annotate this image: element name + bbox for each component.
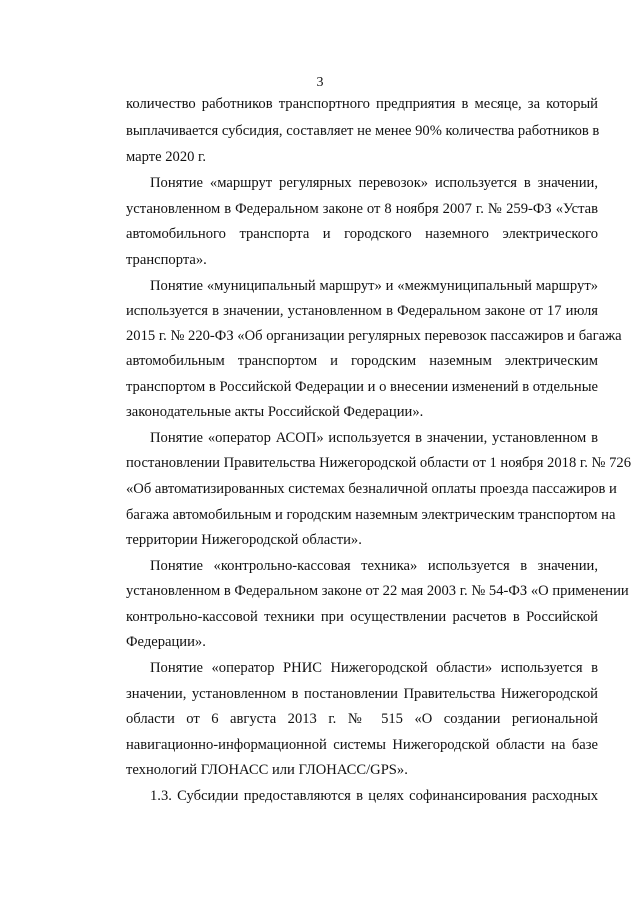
- text-line: выплачивается субсидия, составляет не менее 90% количества работников в: [126, 123, 600, 139]
- text-line: постановлении Правительства Нижегородской области от 1 ноября 2018 г. № 726: [126, 455, 631, 471]
- text-line: технологий ГЛОНАСС или ГЛОНАСС/GPS».: [126, 762, 408, 778]
- paragraph-first-line: Понятие «контрольно-кассовая техника» используется в значении,: [150, 558, 598, 574]
- text-line: багажа автомобильным и городским наземным электрическим транспортом на: [126, 507, 616, 523]
- paragraph-first-line: Понятие «оператор РНИС Нижегородской области» используется в: [150, 660, 598, 676]
- text-line: транспортом в Российской Федерации и о внесении изменений в отдельные: [126, 379, 598, 395]
- text-line: Федерации».: [126, 634, 206, 650]
- text-line: автомобильным транспортом и городским наземным электрическим: [126, 353, 598, 369]
- text-line: марте 2020 г.: [126, 149, 207, 165]
- paragraph-first-line: Понятие «муниципальный маршрут» и «межмуниципальный маршрут»: [150, 278, 598, 294]
- text-line: используется в значении, установленном в Федеральном законе от 17 июля: [126, 303, 598, 319]
- text-line: области от 6 августа 2013 г. № 515 «О создании региональной: [126, 711, 598, 727]
- paragraph-first-line: 1.3. Субсидии предоставляются в целях софинансирования расходных: [150, 788, 598, 804]
- page-number: 3: [316, 75, 324, 90]
- text-line: количество работников транспортного предприятия в месяце, за который: [126, 96, 598, 112]
- text-line: транспорта».: [126, 252, 207, 268]
- text-line: законодательные акты Российской Федерации».: [126, 404, 424, 420]
- text-line: 2015 г. № 220-ФЗ «Об организации регулярных перевозок пассажиров и багажа: [126, 328, 622, 344]
- text-line: территории Нижегородской области».: [126, 532, 362, 548]
- text-line: установленном в Федеральном законе от 22 мая 2003 г. № 54-ФЗ «О применении: [126, 583, 629, 599]
- text-line: автомобильного транспорта и городского наземного электрического: [126, 226, 598, 242]
- text-line: установленном в Федеральном законе от 8 ноября 2007 г. № 259-ФЗ «Устав: [126, 201, 598, 217]
- text-line: «Об автоматизированных системах безналичной оплаты проезда пассажиров и: [126, 481, 617, 497]
- paragraph-first-line: Понятие «оператор АСОП» используется в значении, установленном в: [150, 430, 598, 446]
- paragraph-first-line: Понятие «маршрут регулярных перевозок» используется в значении,: [150, 175, 598, 191]
- text-line: значении, установленном в постановлении Правительства Нижегородской: [126, 686, 598, 702]
- text-line: навигационно-информационной системы Нижегородской области на базе: [126, 737, 598, 753]
- text-line: контрольно-кассовой техники при осуществлении расчетов в Российской: [126, 609, 598, 625]
